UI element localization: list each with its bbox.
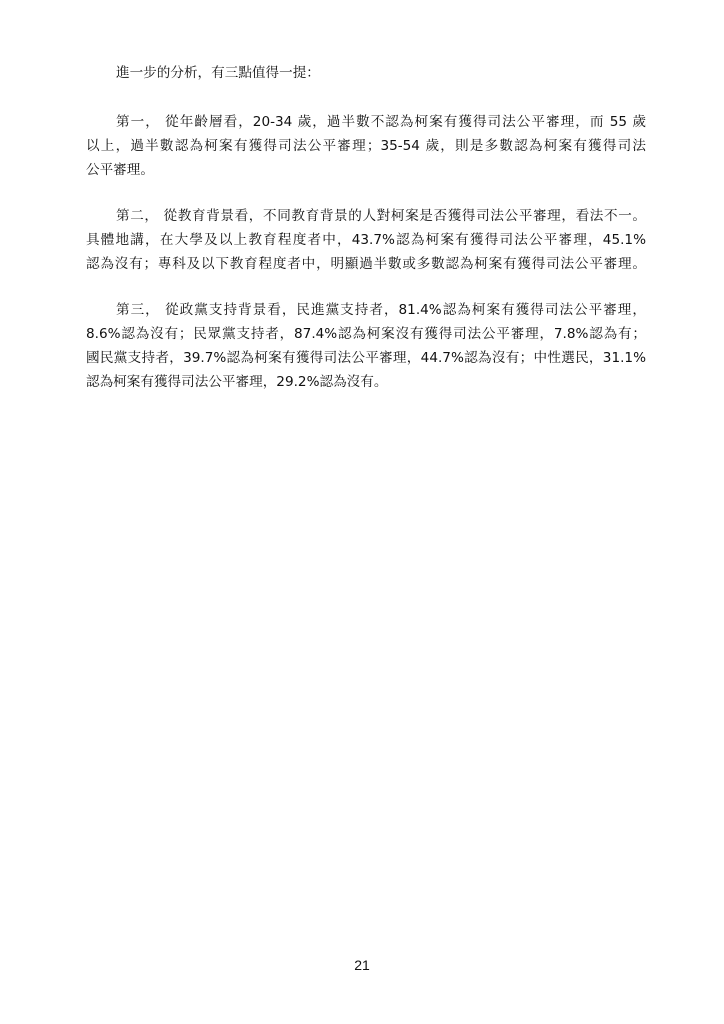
- intro-line: 進一步的分析，有三點值得一提：: [116, 65, 320, 81]
- point-2-line-3: 認為沒有；專科及以下教育程度者中，明顯過半數或多數認為柯案有獲得司法公平審理。: [86, 256, 646, 272]
- point-3-line-3: 國民黨支持者，39.7%認為柯案有獲得司法公平審理，44.7%認為沒有；中性選民，31.1%: [86, 350, 646, 366]
- point-3-line-2: 8.6%認為沒有；民眾黨支持者，87.4%認為柯案沒有獲得司法公平審理，7.8%認為有；: [86, 326, 646, 342]
- point-1-line-2: 以上，過半數認為柯案有獲得司法公平審理；35-54 歲，則是多數認為柯案有獲得司法: [86, 138, 646, 154]
- page-number: 21: [354, 957, 370, 973]
- point-3-line-4: 認為柯案有獲得司法公平審理，29.2%認為沒有。: [86, 374, 388, 390]
- point-1-line-3: 公平審理。: [86, 162, 154, 178]
- point-2-line-2: 具體地講，在大學及以上教育程度者中，43.7%認為柯案有獲得司法公平審理，45.1%: [86, 232, 646, 248]
- point-3-line-1: 第三， 從政黨支持背景看，民進黨支持者，81.4%認為柯案有獲得司法公平審理，: [116, 302, 646, 318]
- point-2-line-1: 第二， 從教育背景看，不同教育背景的人對柯案是否獲得司法公平審理，看法不一。: [116, 208, 646, 224]
- point-1-line-1: 第一， 從年齡層看，20-34 歲，過半數不認為柯案有獲得司法公平審理，而 55 歲: [116, 114, 646, 130]
